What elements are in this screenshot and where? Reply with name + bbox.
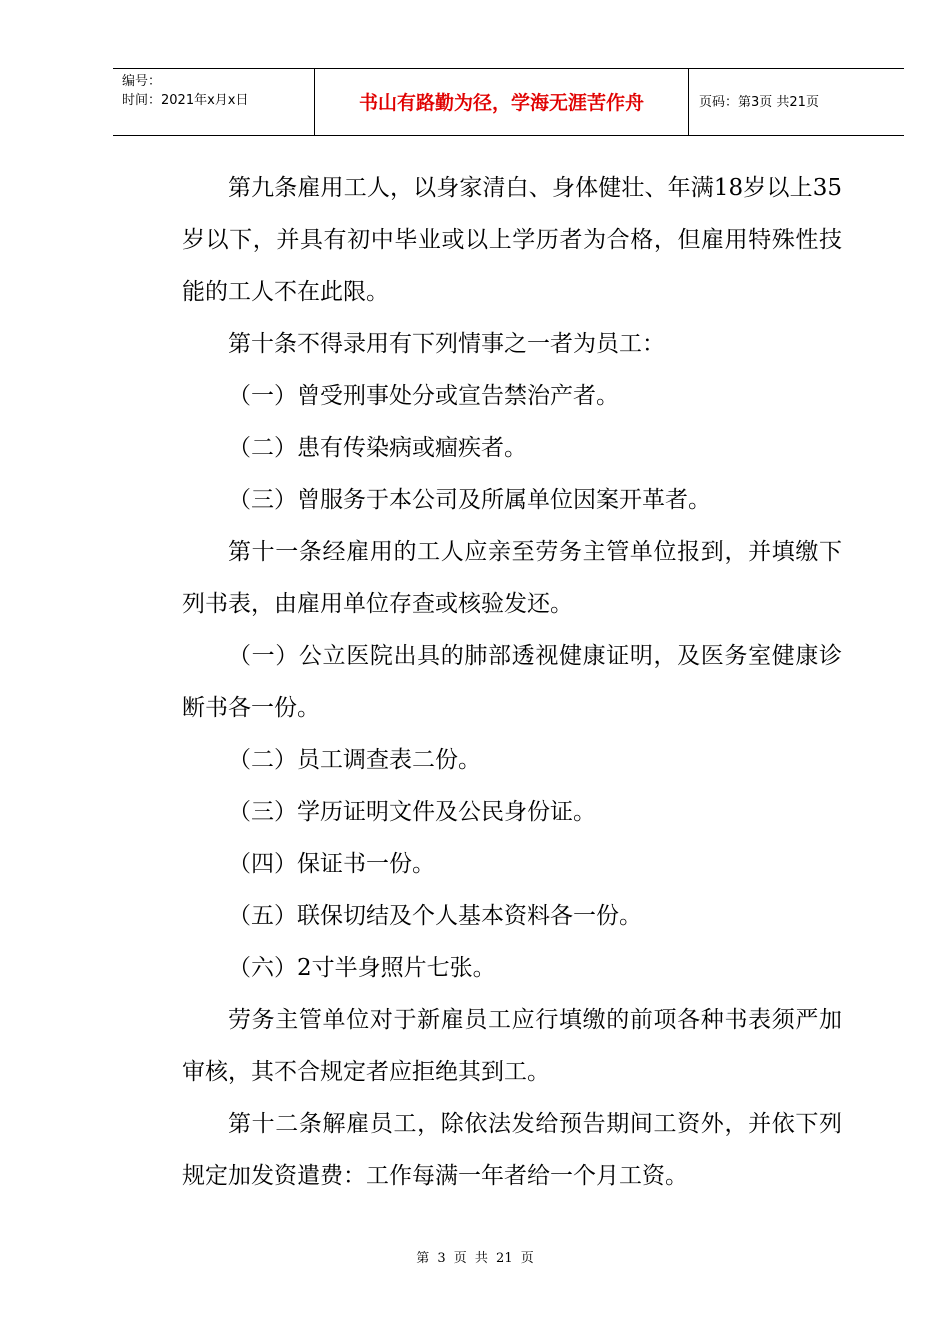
document-body (182, 162, 842, 1202)
paragraph-review-note: 劳务主管单位对于新雇员工应行填缴的前项各种书表须严加审核，其不合规定者应拒绝其到工。 (182, 1007, 842, 1085)
header-meta-cell (113, 69, 315, 135)
document-time-label: 时间：2021年x月x日 (122, 93, 249, 108)
paragraph-article-9: 第九条雇用工人，以身家清白、身体健壮、年满18岁以上35岁以下，并具有初中毕业或以上学历者为合格，但雇用特殊性技能的工人不在此限。 (182, 175, 842, 305)
list-item: （五）联保切结及个人基本资料各一份。 (228, 903, 642, 929)
paragraph-article-12: 第十二条解雇员工，除依法发给预告期间工资外，并依下列规定加发资遣费：工作每满一年者给一个月工资。 (182, 1111, 842, 1189)
document-number-label: 编号： (122, 74, 162, 89)
paragraph-article-10: 第十条不得录用有下列情事之一者为员工： (228, 331, 665, 357)
list-item: （一）公立医院出具的肺部透视健康证明，及医务室健康诊断书各一份。 (182, 643, 842, 721)
list-item: （三）曾服务于本公司及所属单位因案开革者。 (228, 487, 711, 513)
list-item: （四）保证书一份。 (228, 851, 435, 877)
list-item: （三）学历证明文件及公民身份证。 (228, 799, 596, 825)
header-motto: 书山有路勤为径，学海无涯苦作舟 (315, 69, 689, 135)
list-item: （二）患有传染病或痼疾者。 (228, 435, 527, 461)
header-page-number: 页码：第3页 共21页 (699, 95, 819, 110)
paragraph-article-11: 第十一条经雇用的工人应亲至劳务主管单位报到，并填缴下列书表，由雇用单位存查或核验发还。 (182, 539, 842, 617)
list-item: （二）员工调查表二份。 (228, 747, 481, 773)
list-item: （一）曾受刑事处分或宣告禁治产者。 (228, 383, 619, 409)
page-footer: 第 3 页 共 21 页 (416, 1251, 534, 1266)
page-header (113, 68, 904, 136)
list-item: （六）2寸半身照片七张。 (228, 955, 496, 981)
